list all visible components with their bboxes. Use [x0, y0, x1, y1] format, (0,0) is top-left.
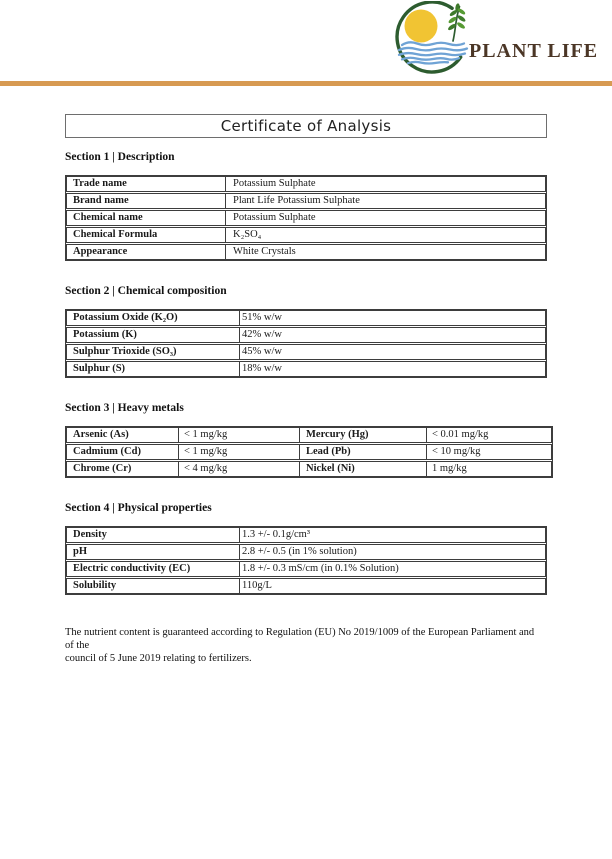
row-value: 1 mg/kg — [426, 462, 551, 476]
page-header — [0, 0, 612, 81]
row-value: < 10 mg/kg — [426, 445, 551, 459]
row-value: 45% w/w — [239, 345, 545, 359]
table-row — [66, 427, 552, 443]
row-label: Electric conductivity (EC) — [73, 563, 191, 574]
row-value: < 1 mg/kg — [178, 445, 299, 459]
row-value: 2.8 +/- 0.5 (in 1% solution) — [239, 545, 545, 559]
row-value: 18% w/w — [239, 362, 545, 376]
table-row — [66, 176, 546, 192]
table-row — [66, 527, 546, 543]
row-label: Solubility — [73, 580, 117, 591]
row-value: 110g/L — [239, 579, 545, 593]
table-row — [66, 327, 546, 343]
section-heading-physical-properties: Section 4 | Physical properties — [65, 502, 212, 514]
physical-properties-table — [65, 526, 547, 595]
footnote-line: council of 5 June 2019 relating to fertilizers. — [65, 653, 252, 664]
section-heading-description: Section 1 | Description — [65, 151, 175, 163]
chemical-composition-table — [65, 309, 547, 378]
row-value: < 4 mg/kg — [178, 462, 299, 476]
table-row — [66, 361, 546, 377]
certificate-title-box — [65, 114, 547, 138]
row-value: White Crystals — [225, 245, 545, 259]
row-label: Trade name — [73, 178, 127, 189]
plant-life-logo — [391, 1, 481, 77]
row-value: Potassium Sulphate — [225, 211, 545, 225]
row-label: Arsenic (As) — [73, 429, 129, 440]
table-row — [66, 344, 546, 360]
table-row — [66, 444, 552, 460]
footnote-line: The nutrient content is guaranteed according to Regulation (EU) No 2019/1009 of the European Parliament and of the — [65, 627, 535, 651]
row-label: pH — [73, 546, 88, 557]
certificate-title: Certificate of Analysis — [220, 117, 392, 135]
row-value: 1.8 +/- 0.3 mS/cm (in 0.1% Solution) — [239, 562, 545, 576]
row-label: Sulphur Trioxide (SO₃) — [73, 346, 177, 357]
row-value: K₂SO₄ — [225, 228, 545, 242]
description-table — [65, 175, 547, 261]
row-label: Potassium Oxide (K₂O) — [73, 312, 178, 323]
header-divider-bar — [0, 81, 612, 86]
brand-name: PLANT LIFE — [469, 40, 599, 62]
row-value: < 1 mg/kg — [178, 428, 299, 442]
row-label: Potassium (K) — [73, 329, 137, 340]
table-row — [66, 578, 546, 594]
table-row — [66, 544, 546, 560]
row-label: Brand name — [73, 195, 129, 206]
table-row — [66, 227, 546, 243]
row-value: 1.3 +/- 0.1g/cm³ — [239, 528, 545, 542]
table-row — [66, 561, 546, 577]
document-body — [0, 114, 612, 665]
table-row — [66, 461, 552, 477]
row-value: < 0.01 mg/kg — [426, 428, 551, 442]
row-label: Lead (Pb) — [299, 445, 426, 459]
heavy-metals-table — [65, 426, 553, 478]
row-label: Density — [73, 529, 107, 540]
row-value: Potassium Sulphate — [225, 177, 545, 191]
row-label: Mercury (Hg) — [299, 428, 426, 442]
row-label: Chemical Formula — [73, 229, 158, 240]
row-value: Plant Life Potassium Sulphate — [225, 194, 545, 208]
regulation-footnote — [65, 626, 535, 665]
table-row — [66, 193, 546, 209]
row-label: Appearance — [73, 246, 128, 257]
row-label: Chrome (Cr) — [73, 463, 132, 474]
table-row — [66, 244, 546, 260]
section-heading-chemical-composition: Section 2 | Chemical composition — [65, 285, 227, 297]
row-label: Sulphur (S) — [73, 363, 126, 374]
row-value: 42% w/w — [239, 328, 545, 342]
table-row — [66, 210, 546, 226]
table-row — [66, 310, 546, 326]
section-heading-heavy-metals: Section 3 | Heavy metals — [65, 402, 184, 414]
row-label: Cadmium (Cd) — [73, 446, 141, 457]
row-label: Chemical name — [73, 212, 143, 223]
row-label: Nickel (Ni) — [299, 462, 426, 476]
sun-icon — [405, 10, 438, 43]
row-value: 51% w/w — [239, 311, 545, 325]
